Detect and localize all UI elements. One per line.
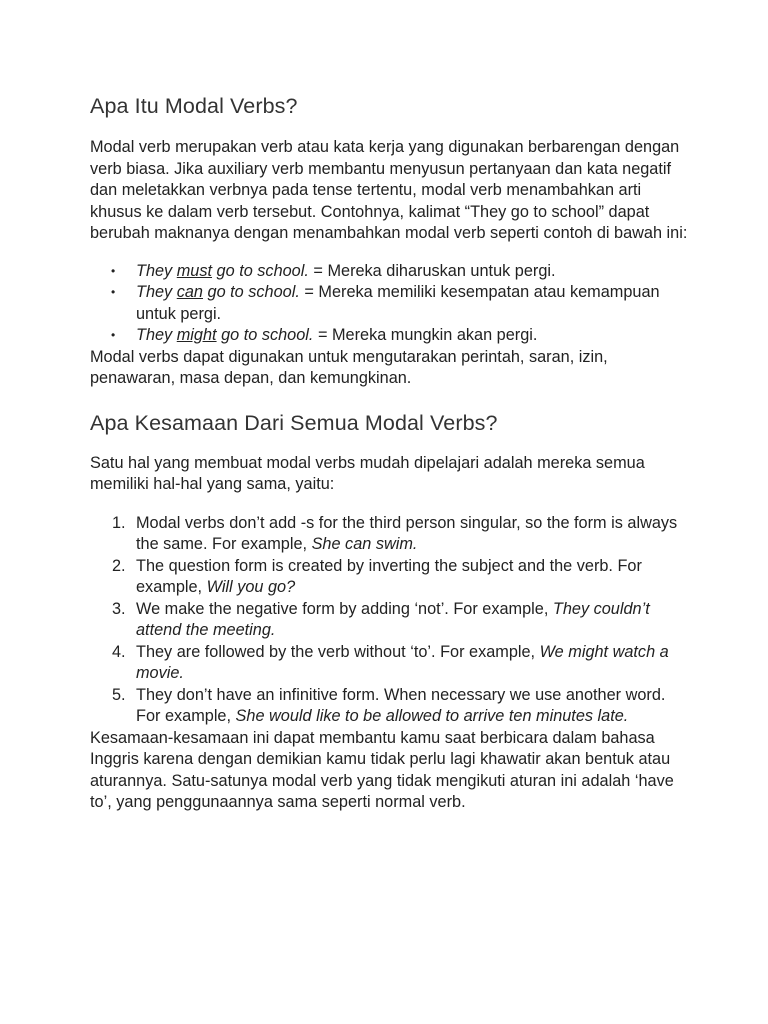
section-1-intro: Modal verb merupakan verb atau kata kerja yang digunakan berbarengan dengan verb biasa. Jika auxiliary verb membantu menyusun pertanyaan dan kata negatif dan meletakkan verbnya pada tense tertentu, modal verb menambahkan arti khusus ke dalam verb tersebut. Contohnya, kalimat “They go to school” dapat berubah maknanya dengan menambahkan modal verb seperti contoh di bawah ini: — [90, 138, 688, 242]
item-example: She would like to be allowed to arrive ten minutes late. — [235, 707, 629, 725]
bullet-mark: • — [111, 285, 116, 299]
example-meaning: = Mereka memiliki kesempatan atau kemampuan untuk pergi. — [136, 283, 660, 323]
item-number: 1. — [112, 513, 126, 532]
example-pre: They — [136, 283, 177, 301]
section-2-closing: Kesamaan-kesamaan ini dapat membantu kamu saat berbicara dalam bahasa Inggris karena dengan demikian kamu tidak perlu lagi khawatir akan bentuk atau aturannya. Satu-satunya modal verb yang tidak mengikuti aturan ini adalah ‘have to’, yang penggunaannya sama seperti normal verb. — [90, 728, 674, 811]
example-post: go to school. — [203, 283, 300, 301]
example-modal: might — [176, 326, 217, 344]
section-1-heading: Apa Itu Modal Verbs? — [90, 94, 298, 118]
list-item — [90, 599, 690, 642]
list-item — [90, 685, 690, 728]
section-1-closing: Modal verbs dapat digunakan untuk mengutarakan perintah, saran, izin, penawaran, masa depan, dan kemungkinan. — [90, 347, 608, 387]
common-features-list — [90, 513, 690, 728]
item-text: We make the negative form by adding ‘not’. For example, — [136, 599, 553, 618]
example-modal: must — [176, 261, 213, 280]
section-2-heading: Apa Kesamaan Dari Semua Modal Verbs? — [90, 410, 498, 435]
item-text: They don’t have an infinitive form. When necessary we use another word. For example, — [136, 685, 666, 725]
item-text: Modal verbs don’t add -s for the third person singular, so the form is always the same. For example, — [136, 513, 678, 553]
example-post: go to school. — [216, 326, 314, 344]
item-example: She can swim. — [311, 535, 418, 553]
section-2-intro: Satu hal yang membuat modal verbs mudah dipelajari adalah mereka semua memiliki hal-hal yang sama, yaitu: — [90, 453, 645, 493]
item-text: The question form is created by inverting the subject and the verb. For example, — [136, 556, 642, 596]
item-example: They couldn’t attend the meeting. — [136, 599, 650, 639]
item-text: They are followed by the verb without ‘to’. For example, — [136, 642, 540, 661]
example-pre: They — [136, 261, 177, 280]
bullet-mark: • — [111, 328, 116, 342]
list-item — [90, 556, 690, 599]
list-item — [90, 282, 690, 325]
item-example: We might watch a movie. — [136, 642, 669, 682]
example-modal: can — [176, 283, 203, 301]
document-page — [90, 92, 690, 814]
modal-examples-list — [90, 261, 690, 347]
example-meaning: = Mereka diharuskan untuk pergi. — [308, 261, 556, 280]
list-item — [90, 642, 690, 685]
item-example: Will you go? — [206, 578, 296, 596]
item-number: 5. — [112, 685, 126, 704]
list-item — [90, 261, 690, 283]
list-item — [90, 513, 690, 556]
example-meaning: = Mereka mungkin akan pergi. — [313, 326, 538, 344]
item-number: 3. — [112, 599, 126, 618]
example-post: go to school. — [212, 261, 309, 280]
item-number: 2. — [112, 556, 126, 575]
list-item — [90, 325, 690, 347]
bullet-mark: • — [111, 263, 116, 278]
item-number: 4. — [112, 642, 126, 661]
example-pre: They — [136, 326, 177, 344]
